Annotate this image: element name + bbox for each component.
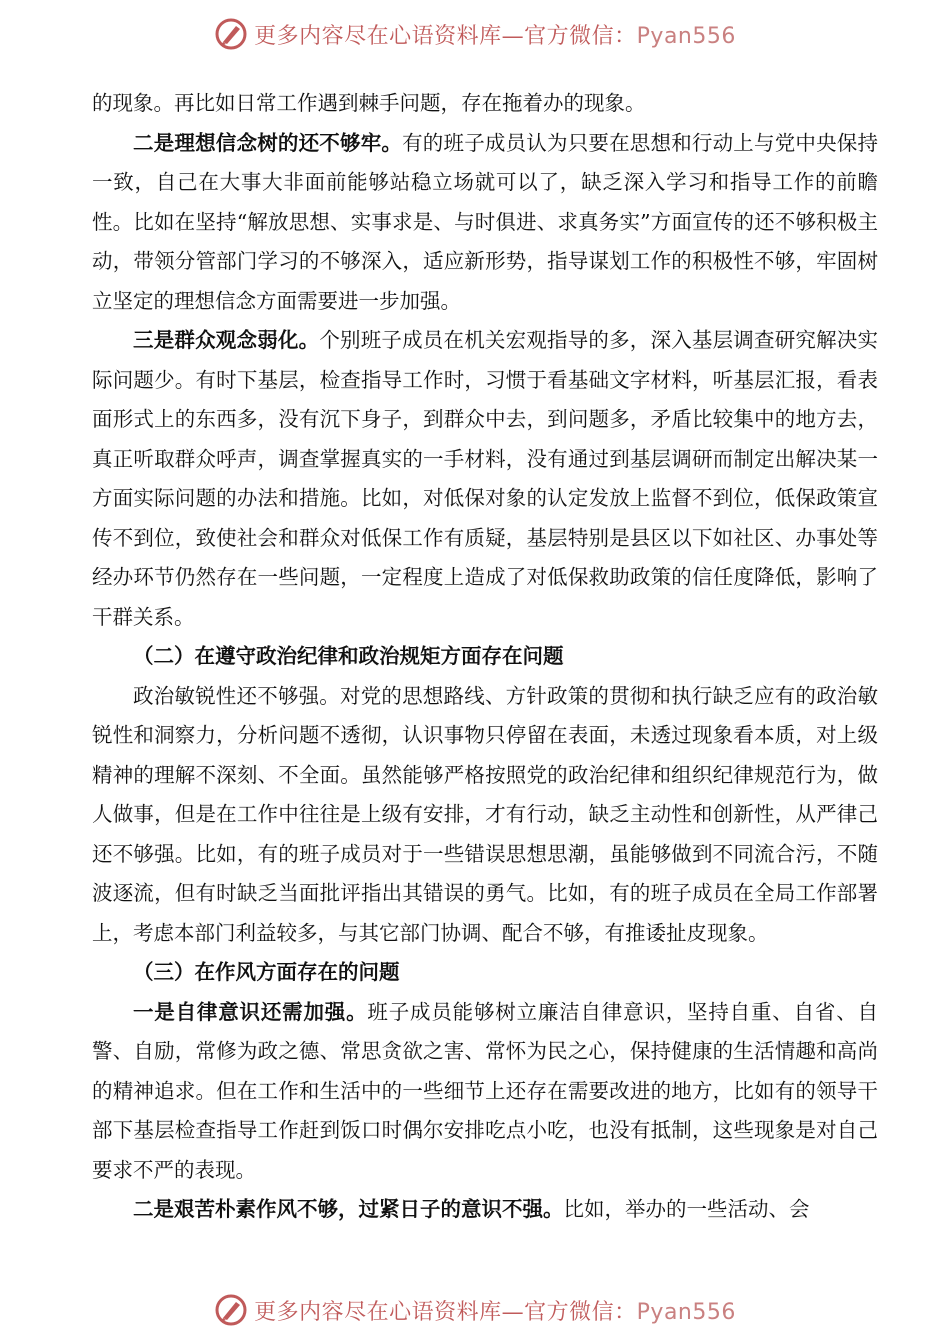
paragraph-text: 个别班子成员在机关宏观指导的多，深入基层调查研究解决实际问题少。有时下基层，检查指导工作时，习惯于看基础文字材料，听基层汇报，看表面形式上的东西多，没有沉下身子，到群众中去，到问题多，矛盾比较集中的地方去，真正听取群众呼声，调查掌握真实的一手材料，没有通过到基层调研而制定出解决某一方面实际问题的办法和措施。比如，对低保对象的认定发放上监督不到位，低保政策宣传不到位，致使社会和群众对低保工作有质疑，基层特别是县区以下如社区、办事处等经办环节仍然存在一些问题，一定程度上造成了对低保救助政策的信任度降低，影响了干群关系。	[92, 328, 879, 629]
wechat-id: Pyan556	[636, 1299, 736, 1325]
banner-text	[254, 1295, 736, 1326]
banner-text	[254, 19, 736, 50]
paragraph-continued: 的现象。再比如日常工作遇到棘手问题，存在拖着办的现象。	[92, 91, 646, 115]
paragraph-political-sensitivity: 政治敏锐性还不够强。对党的思想路线、方针政策的贯彻和执行缺乏应有的政治敏锐性和洞察力，分析问题不透彻，认识事物只停留在表面，未透过现象看本质，对上级精神的理解不深刻、不全面。虽然能够严格按照党的政治纪律和组织纪律规范行为，做人做事，但是在工作中往往是上级有安排，才有行动，缺乏主动性和创新性，从严律己还不够强。比如，有的班子成员对于一些错误思想思潮，虽能够做到不同流合污，不随波逐流，但有时缺乏当面批评指出其错误的勇气。比如，有的班子成员在全局工作部署上，考虑本部门利益较多，与其它部门协调、配合不够，有推诿扯皮现象。	[92, 683, 878, 945]
document-body	[92, 84, 878, 1230]
paragraph-text: 班子成员能够树立廉洁自律意识，坚持自重、自省、自警、自励，常修为政之德、常思贪欲之害、常怀为民之心，保持健康的生活情趣和高尚的精神追求。但在工作和生活中的一些细节上还存在需要改进的地方，比如有的领导干部下基层检查指导工作赶到饭口时偶尔安排吃点小吃，也没有抵制，这些现象是对自己要求不严的表现。	[92, 999, 879, 1182]
section-heading-style: （三）在作风方面存在的问题	[133, 960, 400, 984]
header-banner	[0, 12, 950, 56]
paragraph-lead: 三是群众观念弱化。	[133, 328, 320, 352]
section-heading-discipline: （二）在遵守政治纪律和政治规矩方面存在问题	[133, 644, 564, 668]
paragraph-lead: 二是理想信念树的还不够牢。	[133, 130, 403, 155]
paragraph-frugality	[92, 1190, 878, 1230]
paragraph-lead: 一是自律意识还需加强。	[133, 999, 368, 1024]
footer-banner	[0, 1288, 950, 1332]
pen-logo-icon	[214, 1293, 248, 1327]
paragraph-masses	[92, 321, 878, 637]
banner-label: 更多内容尽在心语资料库—官方微信：	[254, 1299, 637, 1325]
paragraph-lead: 二是艰苦朴素作风不够，过紧日子的意识不强。	[133, 1197, 564, 1221]
paragraph-text: 有的班子成员认为只要在思想和行动上与党中央保持一致，自己在大事大非面前能够站稳立场就可以了，缺乏深入学习和指导工作的前瞻性。比如在坚持“解放思想、实事求是、与时俱进、求真务实”方面宣传的还不够积极主动，带领分管部门学习的不够深入，适应新形势，指导谋划工作的积极性不够，牢固树立坚定的理想信念方面需要进一步加强。	[92, 130, 879, 313]
paragraph-self-discipline	[92, 993, 878, 1191]
wechat-id: Pyan556	[636, 23, 736, 49]
pen-logo-icon	[214, 17, 248, 51]
paragraph-text: 比如，举办的一些活动、会	[563, 1197, 810, 1221]
banner-label: 更多内容尽在心语资料库—官方微信：	[254, 23, 637, 49]
paragraph-ideals	[92, 124, 878, 322]
